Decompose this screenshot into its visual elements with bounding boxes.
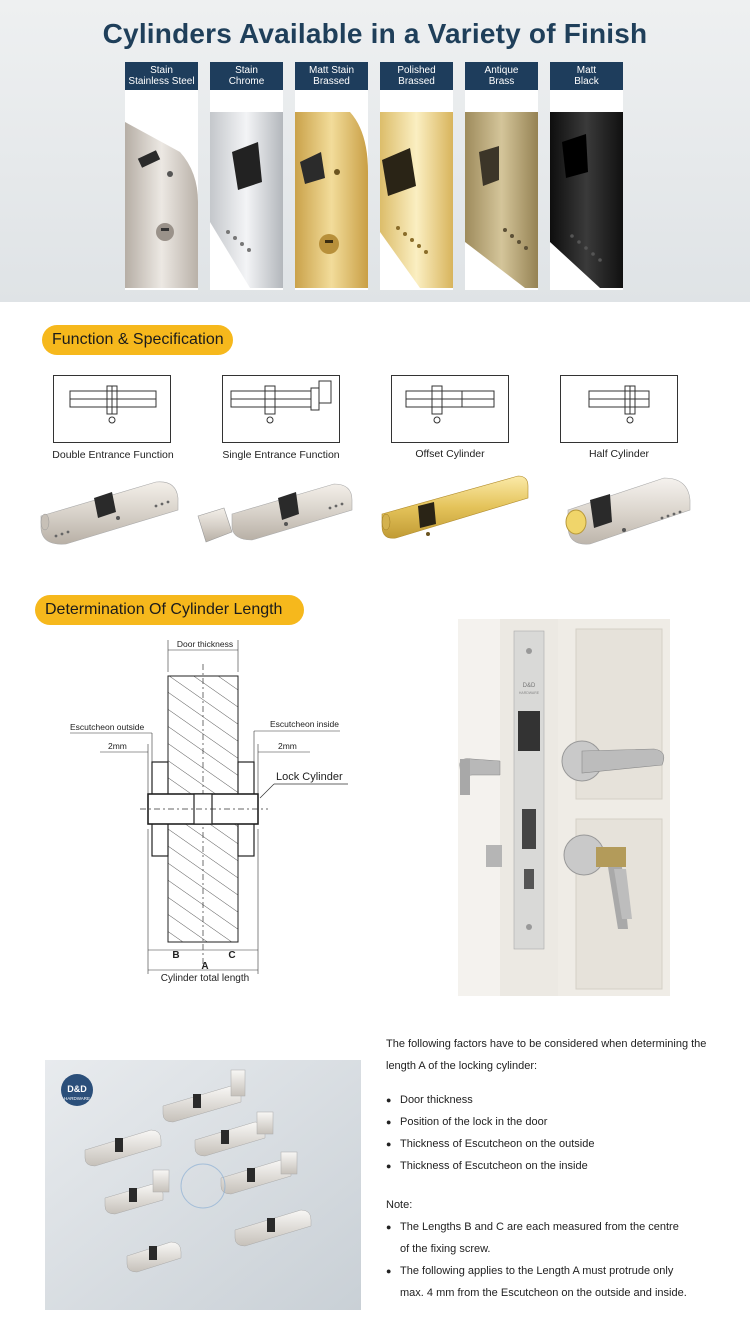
considerations-intro: The following factors have to be considered when determining the length A of the locking cylinder: <box>386 1038 707 1072</box>
considerations-text <box>386 1033 736 1304</box>
list-item: ● The Lengths B and C are each measured from the centre <box>386 1216 736 1238</box>
half-cylinder-diagram <box>560 375 678 443</box>
lock-cylinder-label: Lock Cylinder <box>276 771 343 783</box>
finish-swatch-matt-brass <box>295 112 368 288</box>
finish-card-polished-brassed <box>380 62 453 290</box>
gap-right-label: 2mm <box>278 741 297 751</box>
factors-list <box>386 1089 736 1177</box>
finish-label-line2: Black <box>574 76 599 87</box>
function-heading: Function & Specification <box>42 325 233 355</box>
finish-swatch-stainless <box>125 112 198 288</box>
finish-card-stainless <box>125 62 198 290</box>
finish-label-line2: Stainless Steel <box>128 76 195 87</box>
double-entrance-label: Double Entrance Function <box>52 449 174 461</box>
list-item-continuation: of the fixing screw. <box>400 1243 491 1255</box>
finish-label <box>125 62 198 90</box>
double-entrance-diagram <box>53 375 171 443</box>
finish-swatch-polished-brass <box>380 112 453 288</box>
list-item: ● Thickness of Escutcheon on the inside <box>386 1155 736 1177</box>
finish-label-line2: Brass <box>488 76 515 87</box>
single-cylinder-image <box>196 478 356 548</box>
list-item: ● Door thickness <box>386 1089 736 1111</box>
half-cylinder-label: Half Cylinder <box>588 448 650 460</box>
finish-label <box>380 62 453 90</box>
finish-label <box>465 62 538 90</box>
offset-cylinder-icon <box>392 376 508 442</box>
finish-label-line1: Matt <box>576 65 597 76</box>
door-thickness-label: Door thickness <box>176 639 234 649</box>
gap-left-label: 2mm <box>108 741 127 751</box>
logo-sub: HARDWARE <box>63 1096 91 1101</box>
finish-swatch-antique-brass <box>465 112 538 288</box>
dim-b-label: B <box>172 950 180 961</box>
door-lock-photo <box>458 619 670 996</box>
single-entrance-diagram <box>222 375 340 443</box>
total-length-label: Cylinder total length <box>160 973 250 984</box>
single-entrance-icon <box>223 376 339 442</box>
finish-card-antique-brass <box>465 62 538 290</box>
offset-cylinder-label: Offset Cylinder <box>415 448 485 460</box>
escutcheon-outside-label: Escutcheon outside <box>70 722 145 732</box>
half-cylinder-image <box>554 470 694 550</box>
double-entrance-icon <box>54 376 170 442</box>
logo-brand: D&D <box>67 1084 87 1094</box>
finish-card-chrome <box>210 62 283 290</box>
finish-card-matt-black <box>550 62 623 290</box>
dim-c-label: C <box>228 950 236 961</box>
notes-list <box>386 1216 736 1304</box>
finish-label-line2: Brassed <box>313 76 350 87</box>
finish-label-line1: Antique <box>484 65 519 76</box>
finish-label-line2: Chrome <box>228 76 265 87</box>
finish-swatch-matt-black <box>550 112 623 288</box>
half-cylinder-icon <box>561 376 677 442</box>
finish-label <box>295 62 368 90</box>
finish-label-line1: Stain <box>150 65 173 76</box>
length-heading: Determination Of Cylinder Length <box>35 595 304 625</box>
offset-cylinder-diagram <box>391 375 509 443</box>
finishes-banner <box>0 0 750 302</box>
finishes-title: Cylinders Available in a Variety of Finish <box>102 18 648 49</box>
dim-a-label: A <box>201 961 209 972</box>
offset-cylinder-image <box>378 472 530 544</box>
cylinders-product-photo <box>45 1060 361 1310</box>
finish-label <box>550 62 623 90</box>
finish-label-line1: Polished <box>397 65 436 76</box>
list-item-continuation: max. 4 mm from the Escutcheon on the outside and inside. <box>400 1287 687 1299</box>
finish-label-line1: Matt Stain <box>308 65 355 76</box>
list-item: ● The following applies to the Length A must protrude only <box>386 1260 736 1282</box>
double-cylinder-image <box>36 476 186 546</box>
finish-label-line1: Stain <box>235 65 258 76</box>
escutcheon-inside-label: Escutcheon inside <box>270 719 339 729</box>
finish-card-matt-stain-brassed <box>295 62 368 290</box>
note-title: Note: <box>386 1199 413 1211</box>
cylinder-length-diagram <box>60 634 370 986</box>
finish-label <box>210 62 283 90</box>
finish-label-line2: Brassed <box>398 76 435 87</box>
faceplate-brand: D&D <box>522 683 536 689</box>
list-item: ● Position of the lock in the door <box>386 1111 736 1133</box>
single-entrance-label: Single Entrance Function <box>222 449 340 461</box>
finish-swatch-chrome <box>210 112 283 288</box>
faceplate-sub: HARDWARE <box>518 691 540 695</box>
list-item: ● Thickness of Escutcheon on the outside <box>386 1133 736 1155</box>
